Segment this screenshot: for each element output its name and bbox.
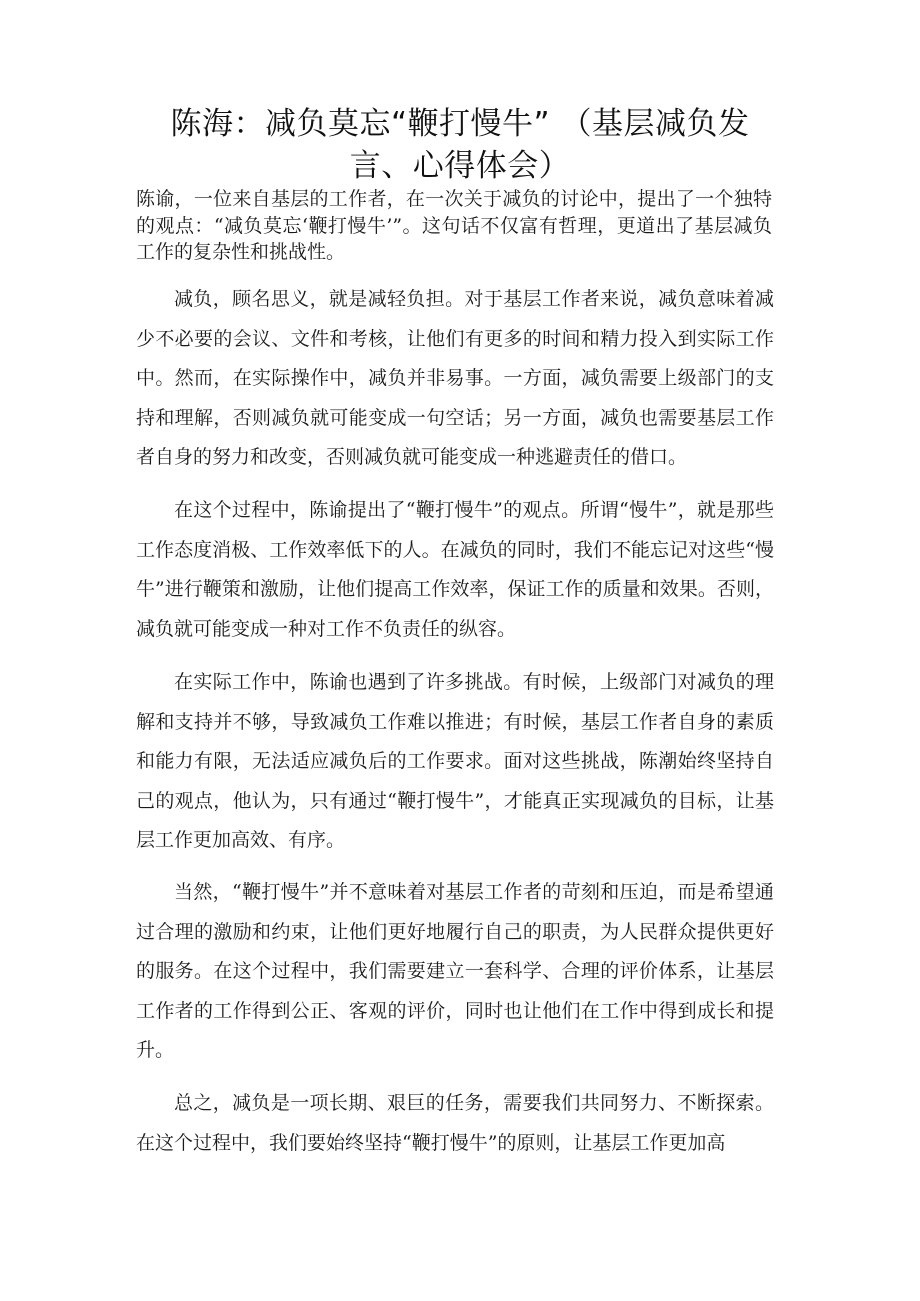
body-paragraph: 总之，减负是一项长期、艰巨的任务，需要我们共同努力、不断探索。在这个过程中，我们要始终坚持“鞭打慢牛”的原则，让基层工作更加高 [136,1092,774,1154]
body-paragraph: 在实际工作中，陈谕也遇到了许多挑战。有时候，上级部门对减负的理解和支持并不够，导致减负工作难以推进；有时候，基层工作者自身的素质和能力有限，无法适应减负后的工作要求。面对这些挑战，陈潮始终坚持自己的观点，他认为，只有通过“鞭打慢牛”，才能真正实现减负的目标，让基层工作更加高效、有序。 [136,671,774,851]
intro-paragraph: 陈谕，一位来自基层的工作者，在一次关于减负的讨论中，提出了一个独特的观点：“减负莫忘‘鞭打慢牛’”。这句话不仅富有哲理，更道出了基层减负工作的复杂性和挑战性。 [136,188,772,263]
document-title: 陈海：减负莫忘“鞭打慢牛” （基层减负发言、心得体会） [170,106,750,184]
body-paragraph: 当然，“鞭打慢牛”并不意味着对基层工作者的苛刻和压迫，而是希望通过合理的激励和约束，让他们更好地履行自己的职责，为人民群众提供更好的服务。在这个过程中，我们需要建立一套科学、合理的评价体系，让基层工作者的工作得到公正、客观的评价，同时也让他们在工作中得到成长和提升。 [136,881,774,1061]
body-paragraph: 在这个过程中，陈谕提出了“鞭打慢牛”的观点。所谓“慢牛”，就是那些工作态度消极、工作效率低下的人。在减负的同时，我们不能忘记对这些“慢牛”进行鞭策和激励，让他们提高工作效率，保证工作的质量和效果。否则，减负就可能变成一种对工作不负责任的纵容。 [136,499,774,640]
body-paragraph: 减负，顾名思义，就是减轻负担。对于基层工作者来说，减负意味着减少不必要的会议、文件和考核，让他们有更多的时间和精力投入到实际工作中。然而，在实际操作中，减负并非易事。一方面，减负需要上级部门的支持和理解，否则减负就可能变成一句空话；另一方面，减负也需要基层工作者自身的努力和改变，否则减负就可能变成一种逃避责任的借口。 [136,288,774,468]
